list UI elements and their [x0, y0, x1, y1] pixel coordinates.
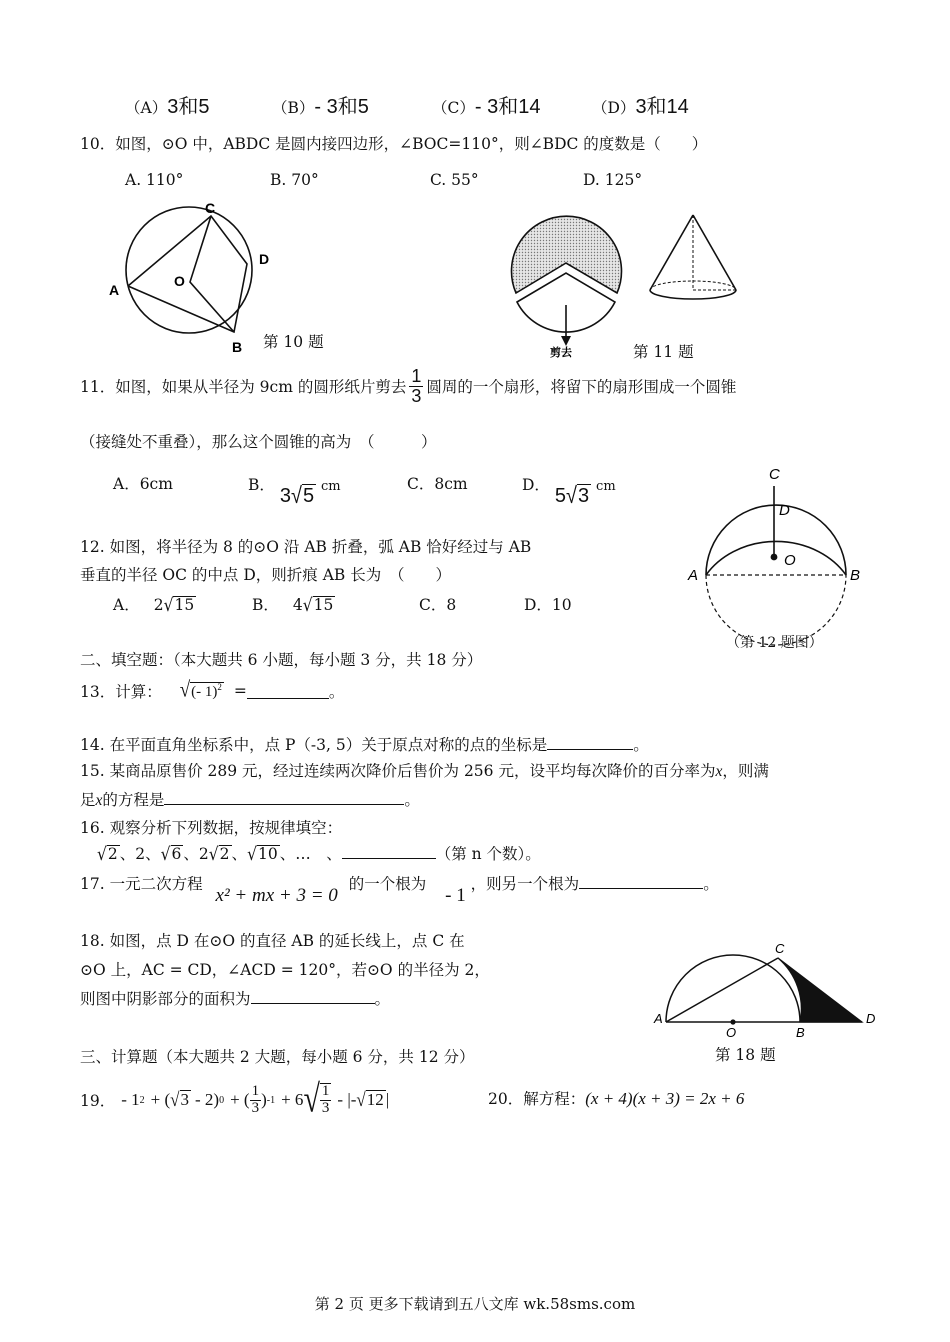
q16-term-3: 6	[171, 845, 182, 863]
q11-stem-line2: （接缝处不重叠），那么这个圆锥的高为 （ ）	[80, 433, 437, 451]
q16-sep-1: 、2、	[119, 845, 161, 863]
q12-option-a-label: A．	[113, 596, 140, 614]
q18-label-d: D	[866, 1011, 876, 1026]
q10-radii	[190, 216, 234, 332]
q18-line-ac	[666, 958, 778, 1022]
q10-label-d: D	[259, 251, 270, 267]
q15-line1-pre: 15. 某商品原售价 289 元，经过连续两次降价后售价为 256 元，设平均每次降价的百分率为	[80, 762, 716, 780]
q12-line2: 垂直的半径 OC 的中点 D，则折痕 AB 长为 （ ）	[80, 566, 451, 584]
q15-var-2: x	[95, 792, 103, 809]
q10-stem: 10．如图，⊙O 中，ABDC 是圆内接四边形，∠BOC=110°，则∠BDC 的度数是（ ）	[80, 135, 708, 153]
q19-term-3-exp: 0	[219, 1094, 225, 1106]
q12-caption: （第 12 题图）	[726, 635, 823, 651]
q12-option-b-radicand: 15	[313, 596, 334, 614]
q10-option-d: D. 125°	[583, 171, 643, 189]
q9-option-c-value: - 3和14	[474, 96, 541, 118]
q13-root: √(- 1)$^2$	[179, 678, 222, 703]
q11-option-b-coef: 3	[279, 485, 291, 507]
q18-label-a: A	[654, 1011, 663, 1026]
q18-semicircle	[666, 955, 800, 1022]
section-2-heading: 二、填空题：（本大题共 6 小题，每小题 3 分，共 18 分）	[80, 651, 483, 669]
q15-line2	[80, 788, 420, 810]
q10-label-c: C	[205, 200, 216, 216]
q12-line1: 12. 如图，将半径为 8 的⊙O 沿 AB 折叠，弧 AB 恰好经过与 AB	[80, 538, 532, 556]
q9-option-a	[125, 90, 209, 119]
q15-line2-pre: 足	[80, 791, 96, 809]
q16-term-5: 10	[257, 845, 278, 863]
q11-fraction-denominator: 3	[411, 385, 422, 406]
q12-option-a: A． 2√15	[113, 594, 195, 616]
q11-figure	[500, 200, 750, 362]
page-footer: 第 2 页 更多下载请到五八文库 wk.58sms.com	[314, 1295, 636, 1313]
q17-equation: x² + mx + 3 = 0	[215, 885, 338, 906]
q19-term-1-exp: 2	[139, 1094, 145, 1106]
q15-line1	[80, 759, 769, 781]
q12-figure	[680, 462, 870, 656]
q15-end: 。	[404, 791, 420, 809]
q13-exponent: 2	[217, 682, 222, 692]
q11-option-b-label: B．	[248, 476, 275, 494]
q12-center-o	[771, 554, 778, 561]
q9-option-d-value: 3和14	[635, 96, 689, 118]
q11-option-b-root: √5	[290, 483, 315, 509]
q16-line1: 16. 观察分析下列数据，按规律填空：	[80, 819, 343, 837]
q11-option-b-unit: cm	[321, 479, 341, 494]
q12-option-a-radicand: 15	[174, 596, 195, 614]
q16-sep-2: 、2	[183, 845, 209, 863]
q13-equals: =	[233, 682, 247, 700]
q15-var: x	[715, 763, 723, 780]
q12-label-b: B	[850, 567, 861, 584]
q18-label-o: O	[726, 1025, 737, 1040]
q18-caption: 第 18 题	[715, 1046, 776, 1064]
q11-arrow-head	[561, 336, 571, 346]
q18-label-b: B	[796, 1025, 805, 1040]
q11-option-b-radicand: 5	[302, 485, 315, 507]
q17	[80, 872, 719, 908]
q15-answer-blank[interactable]	[164, 790, 404, 805]
q12-upper-arc	[706, 505, 846, 575]
q18-line1: 18. 如图，点 D 在⊙O 的直径 AB 的延长线上，点 C 在	[80, 932, 465, 950]
q12-label-o: O	[784, 552, 796, 569]
q12-option-d: D．10	[524, 596, 572, 614]
q17-post: ，则另一个根为	[470, 875, 580, 893]
q9-option-b-value: - 3和5	[314, 96, 369, 118]
q17-answer-blank[interactable]	[579, 874, 703, 889]
q10-circle	[126, 207, 252, 333]
q19-root-1: 3	[180, 1090, 189, 1110]
q19-fraction-1-num: 1	[251, 1082, 260, 1099]
q10-caption: 第 10 题	[263, 333, 324, 351]
q12-label-c: C	[769, 466, 780, 483]
q10-label-b: B	[232, 339, 243, 355]
q15-line1-post: ，则满	[722, 762, 769, 780]
q19-term-2: + (	[150, 1090, 171, 1109]
q14	[80, 733, 649, 755]
q19-term-3: - 2)	[195, 1090, 220, 1109]
q11-option-b	[248, 472, 341, 509]
q11-stem-post: 圆周的一个扇形，将留下的扇形围成一个圆锥	[426, 378, 737, 396]
q19-root-fraction-den: 3	[321, 1100, 330, 1116]
q11-option-d-root: √3	[566, 483, 590, 509]
q13-label: 13．计算：	[80, 683, 162, 701]
q11-cone-base-front	[650, 290, 736, 299]
section-3-heading: 三、计算题（本大题共 2 大题，每小题 6 分，共 12 分）	[80, 1048, 475, 1066]
q11-option-d-unit: cm	[596, 479, 616, 494]
q19: 19． - 1 2 + ( √ 3 - 2) 0 + ( $\frac{1}{3}$ ) -1 + 6 √ $\frac{1}{3}$ - |- √ 12 |	[80, 1077, 390, 1121]
q9-option-b	[272, 90, 369, 119]
q18-center-o	[730, 1019, 735, 1024]
q18-figure	[650, 940, 890, 1040]
q11-option-d-coef: 5	[554, 485, 566, 507]
q10-label-a: A	[109, 282, 120, 298]
q12-option-b: B． 4√15	[252, 594, 334, 616]
q11-option-d	[522, 472, 616, 509]
q19-root-fraction	[320, 1083, 332, 1117]
q17-mid: 的一个根为	[348, 875, 427, 893]
q12-option-b-label: B．	[252, 596, 279, 614]
q17-end: 。	[703, 875, 719, 893]
q13-answer-blank[interactable]	[247, 684, 329, 699]
q19-term-4: + (	[230, 1090, 250, 1109]
q11-cone-left	[650, 215, 693, 290]
q12-option-a-coef: 2	[153, 596, 164, 614]
q18-label-c: C	[775, 941, 785, 956]
q18-answer-blank[interactable]	[251, 989, 375, 1004]
q19-label: 19．	[80, 1092, 116, 1110]
q20-equation: (x + 4)(x + 3) = 2x + 6	[585, 1089, 745, 1108]
q10-quadrilateral	[128, 216, 247, 332]
q19-term-8: |	[385, 1090, 390, 1109]
q16-sep-4: 、… 、	[279, 845, 342, 863]
q12-option-b-coef: 4	[292, 596, 303, 614]
q9-option-d-label: （D）	[592, 99, 636, 117]
q14-end: 。	[633, 736, 649, 754]
q12-label-a: A	[688, 567, 699, 584]
q19-term-7: - |-	[337, 1090, 357, 1109]
q11-stem-pre: 11．如图，如果从半径为 9cm 的圆形纸片剪去	[80, 378, 407, 396]
q19-term-5: )	[261, 1090, 267, 1109]
q9-option-c	[432, 90, 540, 119]
q13-end: 。	[328, 683, 345, 701]
q16-answer-blank[interactable]	[342, 844, 436, 859]
q12-option-c: C．8	[419, 596, 457, 614]
q18-end: 。	[374, 990, 391, 1008]
q19-term-5-exp: -1	[266, 1094, 276, 1106]
q10-figure	[104, 198, 284, 358]
q19-root-2: 12	[366, 1090, 384, 1110]
q20-label: 20．解方程：	[488, 1090, 586, 1108]
q17-root: - 1	[445, 885, 466, 906]
q19-term-1: - 1	[121, 1090, 140, 1109]
q16-sequence: √2 、2、√6 、2√2 、√10 、… 、 （第 n 个数）。	[97, 843, 541, 865]
q10-label-o: O	[174, 273, 185, 289]
q18-line2: ⊙O 上，AC = CD，∠ACD = 120°，若⊙O 的半径为 2，	[80, 961, 490, 979]
q11-option-c: C．8cm	[407, 475, 468, 493]
q16-term-4: 2	[219, 845, 230, 863]
q11-caption: 第 11 题	[633, 343, 694, 361]
q16-tail: （第 n 个数）。	[435, 845, 541, 863]
q11-cone-right	[693, 215, 736, 290]
q19-term-6: + 6	[281, 1090, 304, 1109]
q9-option-d	[592, 90, 689, 119]
q13	[80, 680, 344, 702]
q9-option-b-label: （B）	[272, 99, 315, 117]
q19-fraction-1	[250, 1084, 262, 1117]
q14-text: 14. 在平面直角坐标系中，点 P（-3, 5）关于原点对称的点的坐标是	[80, 736, 548, 754]
q13-radicand: (- 1)	[191, 684, 218, 700]
q15-line2-mid: 的方程是	[102, 791, 165, 809]
q9-option-a-value: 3和5	[167, 96, 210, 118]
q16-sep-3: 、	[231, 845, 248, 863]
q10-option-b: B. 70°	[270, 171, 319, 189]
q11-option-d-radicand: 3	[577, 485, 590, 507]
q9-option-c-label: （C）	[432, 99, 475, 117]
q14-answer-blank[interactable]	[547, 735, 633, 750]
q11-option-a: A．6cm	[113, 475, 173, 493]
q11-fraction-numerator: 1	[411, 365, 422, 386]
q12-label-d: D	[779, 502, 790, 519]
q9-option-a-label: （A）	[125, 99, 168, 117]
q17-pre: 17. 一元二次方程	[80, 875, 203, 893]
q10-option-c: C. 55°	[430, 171, 479, 189]
q11-fraction	[409, 367, 423, 406]
q11-cut-label: 剪去	[550, 347, 572, 359]
q18-shaded-region	[778, 958, 862, 1022]
q20	[488, 1087, 744, 1109]
q11-option-d-label: D．	[522, 476, 550, 494]
q19-fraction-1-den: 3	[251, 1099, 260, 1116]
q10-option-a: A. 110°	[125, 171, 184, 189]
q11-stem	[80, 361, 736, 411]
q19-root-fraction-num: 1	[321, 1083, 330, 1100]
q16-term-1: 2	[107, 845, 118, 863]
q18-line3-text: 则图中阴影部分的面积为	[80, 990, 251, 1008]
q18-line3	[80, 987, 390, 1009]
